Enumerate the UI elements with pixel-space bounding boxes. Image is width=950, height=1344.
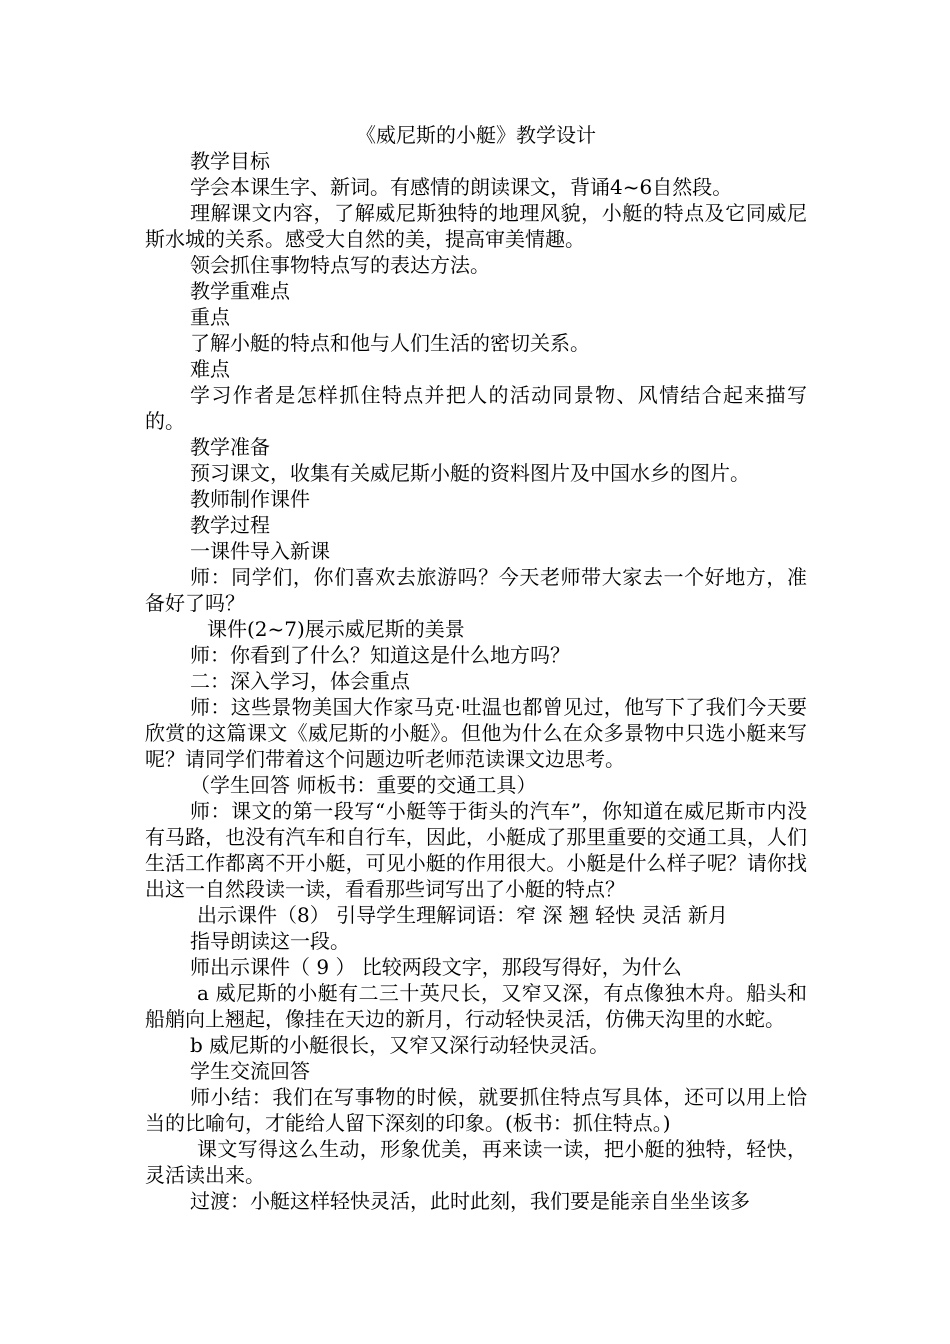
heading-teaching-preparation: 教学准备 xyxy=(190,435,270,459)
process-paragraph: 师：同学们，你们喜欢去旅游吗？今天老师带大家去一个好地方，准备好了吗？ xyxy=(145,565,807,615)
section-heading: 二：深入学习，体会重点 xyxy=(190,669,410,693)
subheading-key-point: 重点 xyxy=(190,305,230,329)
process-paragraph: 师：课文的第一段写“小艇等于街头的汽车”，你知道在威尼斯市内没有马路，也没有汽车和自行车，因此，小艇成了那里重要的交通工具，人们生活工作都离不开小艇，可见小艇的作用很大。小艇是什么样子呢？请你找出这一自然段读一读，看看那些词写出了小艇的特点？ xyxy=(145,799,807,901)
document-body xyxy=(145,122,807,1214)
heading-teaching-process: 教学过程 xyxy=(190,513,270,537)
comparison-text-a: a 威尼斯的小艇有二三十英尺长，又窄又深，有点像独木舟。船头和船艄向上翘起，像挂在天边的新月，行动轻快灵活，仿佛天沟里的水蛇。 xyxy=(145,981,807,1031)
process-paragraph: 师：你看到了什么？知道这是什么地方吗？ xyxy=(190,643,570,667)
process-paragraph: 课文写得这么生动，形象优美，再来读一读，把小艇的独特，轻快，灵活读出来。 xyxy=(145,1137,807,1187)
process-paragraph: 师出示课件（ 9 ） 比较两段文字，那段写得好，为什么 xyxy=(190,955,682,979)
process-paragraph: 学生交流回答 xyxy=(190,1059,310,1083)
process-paragraph: 出示课件（8） 引导学生理解词语：窄 深 翘 轻快 灵活 新月 xyxy=(197,903,728,927)
key-point-paragraph: 了解小艇的特点和他与人们生活的密切关系。 xyxy=(190,331,590,355)
goal-paragraph: 理解课文内容，了解威尼斯独特的地理风貌，小艇的特点及它同威尼斯水城的关系。感受大自然的美，提高审美情趣。 xyxy=(145,201,807,251)
process-paragraph: 课件(2~7)展示威尼斯的美景 xyxy=(207,617,465,641)
heading-teaching-goals: 教学目标 xyxy=(190,149,270,173)
subheading-difficult-point: 难点 xyxy=(190,357,230,381)
process-paragraph: 师小结：我们在写事物的时候，就要抓住特点写具体，还可以用上恰当的比喻句，才能给人留下深刻的印象。(板书：抓住特点。) xyxy=(145,1085,807,1135)
process-paragraph: 过渡：小艇这样轻快灵活，此时此刻，我们要是能亲自坐坐该多 xyxy=(190,1189,750,1213)
heading-key-difficult-points: 教学重难点 xyxy=(190,279,290,303)
section-heading: 一课件导入新课 xyxy=(190,539,330,563)
comparison-text-b: b 威尼斯的小艇很长，又窄又深行动轻快灵活。 xyxy=(190,1033,610,1057)
preparation-paragraph: 预习课文，收集有关威尼斯小艇的资料图片及中国水乡的图片。 xyxy=(190,461,750,485)
goal-paragraph: 学会本课生字、新词。有感情的朗读课文，背诵4~6自然段。 xyxy=(190,175,733,199)
preparation-paragraph: 教师制作课件 xyxy=(190,487,310,511)
process-paragraph: 指导朗读这一段。 xyxy=(190,929,350,953)
process-paragraph: 师：这些景物美国大作家马克·吐温也都曾见过，他写下了我们今天要欣赏的这篇课文《威尼斯的小艇》。但他为什么在众多景物中只选小艇来写呢？请同学们带着这个问题边听老师范读课文边思考。 xyxy=(145,695,807,771)
goal-paragraph: 领会抓住事物特点写的表达方法。 xyxy=(190,253,490,277)
document-title: 《威尼斯的小艇》教学设计 xyxy=(356,123,596,147)
difficult-point-paragraph: 学习作者是怎样抓住特点并把人的活动同景物、风情结合起来描写的。 xyxy=(145,383,807,433)
process-paragraph: （学生回答 师板书：重要的交通工具） xyxy=(190,773,537,797)
